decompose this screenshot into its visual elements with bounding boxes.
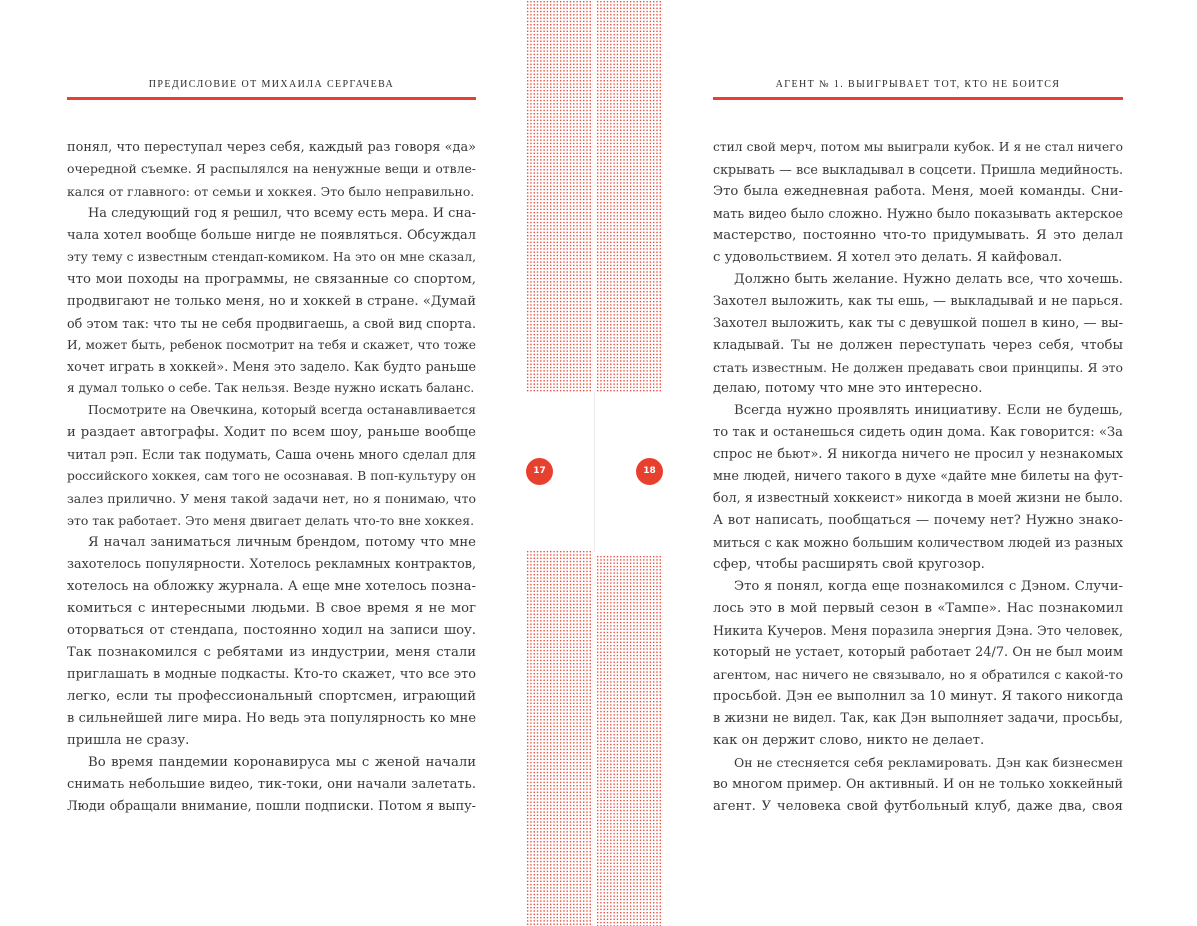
text-line: Он не стесняется себя рекламировать. Дэн как бизнесмен: [734, 754, 1123, 770]
text-line: Захотел выложить, как ты с девушкой пошел в кино, — вы-: [713, 315, 1123, 331]
text-line: мне людей, ничего такого в духе «дайте мне билеты на фут-: [713, 469, 1123, 485]
text-line: который не устает, который работает 24/7. Он не был моим: [713, 644, 1123, 660]
right-header-rule: [713, 97, 1123, 100]
text-line: то так и останешься сидеть один дома. Как говорится: «За: [713, 425, 1123, 441]
text-line: просьбой. Дэн ее выполнил за 10 минут. Я такого никогда: [713, 688, 1124, 704]
spine-fold: [594, 392, 595, 552]
text-line: делаю, потому что мне это интересно.: [713, 381, 983, 397]
text-line: Захотел выложить, как ты ешь, — выкладывай и не парься.: [713, 293, 1123, 309]
text-line: Это я понял, когда еще познакомился с Дэном. Случи-: [734, 579, 1123, 595]
text-line: хочет играть в хоккей». Меня это задело. Как будто раньше: [67, 359, 476, 375]
text-line: чала хотел вообще больше нигде не появляться. Обсуждал: [67, 227, 476, 243]
text-line: пришла не сразу.: [67, 732, 190, 748]
spine-dots-top-left: [526, 0, 593, 392]
text-line: залез прилично. У меня такой задачи нет, но я понимаю, что: [67, 491, 476, 507]
text-line: я думал только о себе. Так нельзя. Везде нужно искать баланс.: [67, 381, 475, 396]
text-line: мастерство, постоянно что-то придумывать. Я это делал: [713, 227, 1123, 243]
text-line: оторваться от стендапа, постоянно ходил на записи шоу.: [67, 622, 476, 638]
text-line: комиться с интересными людьми. В свое время я не мог: [67, 601, 476, 617]
text-line: как он держит слово, никто не делает.: [713, 732, 985, 748]
text-line: снимать небольшие видео, тик-токи, они начали залетать.: [67, 776, 476, 792]
text-line: что мои походы на программы, не связанные со спортом,: [67, 271, 476, 287]
text-line: эту тему с известным стендап-комиком. На это он мне сказал,: [67, 249, 476, 264]
text-line: в жизни не видел. Так, как Дэн выполняет задачи, просьбы,: [713, 710, 1123, 726]
text-line: Люди обращали внимание, пошли подписки. Потом я выпу-: [67, 798, 476, 814]
text-line: бол, я известный хоккеист» никогда в моей жизни не было.: [713, 491, 1123, 507]
text-line: Посмотрите на Овечкина, который всегда останавливается: [88, 403, 476, 418]
text-line: Никита Кучеров. Меня поразила энергия Дэна. Это человек,: [713, 622, 1123, 638]
right-page-number: 18: [636, 458, 663, 485]
left-page-number: 17: [526, 458, 553, 485]
text-line: с удовольствием. Я хотел это делать. Я кайфовал.: [713, 249, 1063, 265]
text-line: захотелось популярности. Хотелось рекламных контрактов,: [67, 557, 476, 573]
text-line: приглашать в модные подкасты. Кто-то скажет, что все это: [67, 666, 476, 682]
text-line: лось это в мой первый сезон в «Тампе». Нас познакомил: [713, 601, 1123, 617]
spine-dots-bottom-right: [596, 555, 663, 926]
text-line: в сильнейшей лиге мира. Но ведь эта популярность ко мне: [67, 710, 476, 726]
text-line: миться с как можно большим количеством людей из разных: [713, 535, 1123, 551]
right-running-header: АГЕНТ № 1. ВЫИГРЫВАЕТ ТОТ, КТО НЕ БОИТСЯ: [775, 79, 1061, 90]
text-line: кался от главного: от семьи и хоккея. Это было неправильно.: [67, 183, 475, 199]
text-line: сфер, чтобы расширять свой кругозор.: [713, 557, 985, 573]
text-line: очередной съемке. Я распылялся на ненужные вещи и отвле-: [67, 161, 476, 176]
text-line: Должно быть желание. Нужно делать все, что хочешь.: [734, 271, 1123, 287]
text-line: легко, если ты профессиональный спортсмен, играющий: [67, 688, 476, 704]
text-line: российского хоккея, сам того не осознавая. В поп-культуру он: [67, 469, 476, 484]
text-line: агент. У человека свой футбольный клуб, даже два, своя: [713, 798, 1123, 814]
text-line: и раздает автографы. Ходит по всем шоу, раньше вообще: [67, 425, 476, 441]
text-line: это так работает. Это меня двигает делать что-то вне хоккея.: [67, 513, 475, 529]
text-line: А вот написать, пообщаться — почему нет? Нужно знако-: [713, 513, 1123, 529]
text-line: об этом так: что ты не себя продвигаешь, а свой вид спорта.: [67, 315, 476, 331]
text-line: Во время пандемии коронавируса мы с женой начали: [88, 754, 476, 770]
text-line: стать известным. Не должен предавать свои принципы. Я это: [713, 359, 1123, 375]
text-line: Всегда нужно проявлять инициативу. Если не будешь,: [734, 403, 1123, 419]
text-line: продвигают не только меня, но и хоккей в стране. «Думай: [67, 293, 476, 309]
text-line: стил свой мерч, потом мы выиграли кубок. И я не стал ничего: [713, 140, 1123, 154]
text-line: И, может быть, ребенок посмотрит на тебя и скажет, что тоже: [67, 337, 476, 352]
text-line: понял, что переступал через себя, каждый раз говоря «да»: [67, 140, 476, 155]
text-line: агентом, нас ничего не связывало, но я обратился с какой-то: [713, 666, 1123, 682]
text-line: читал рэп. Если так подумать, Саша очень много сделал для: [67, 447, 476, 463]
text-line: Я начал заниматься личным брендом, потому что мне: [88, 535, 476, 551]
spine-dots-top-right: [596, 0, 663, 392]
left-header-rule: [67, 97, 476, 100]
left-running-header: ПРЕДИСЛОВИЕ ОТ МИХАИЛА СЕРГАЧЕВА: [148, 79, 395, 90]
left-page-text: [67, 137, 476, 818]
text-line: Это была ежедневная работа. Меня, моей команды. Сни-: [713, 183, 1123, 199]
text-line: кладывай. Ты не должен переступать через себя, чтобы: [713, 337, 1123, 353]
text-line: скрывать — все выкладывал в соцсети. Пришла медийность.: [713, 161, 1123, 177]
text-line: мать видео было сложно. Нужно было показывать актерское: [713, 205, 1123, 221]
spine-dots-bottom-left: [526, 550, 593, 926]
text-line: спрос не бьют». Я никогда ничего не просил у незнакомых: [713, 447, 1123, 463]
text-line: На следующий год я решил, что всему есть мера. И сна-: [88, 205, 476, 221]
right-page-text: [713, 137, 1123, 818]
text-line: во многом пример. Он активный. И он не только хоккейный: [713, 776, 1123, 792]
text-line: хотелось на обложку журнала. А еще мне хотелось позна-: [67, 579, 476, 595]
text-line: Так познакомился с ребятами из индустрии, меня стали: [67, 644, 476, 660]
